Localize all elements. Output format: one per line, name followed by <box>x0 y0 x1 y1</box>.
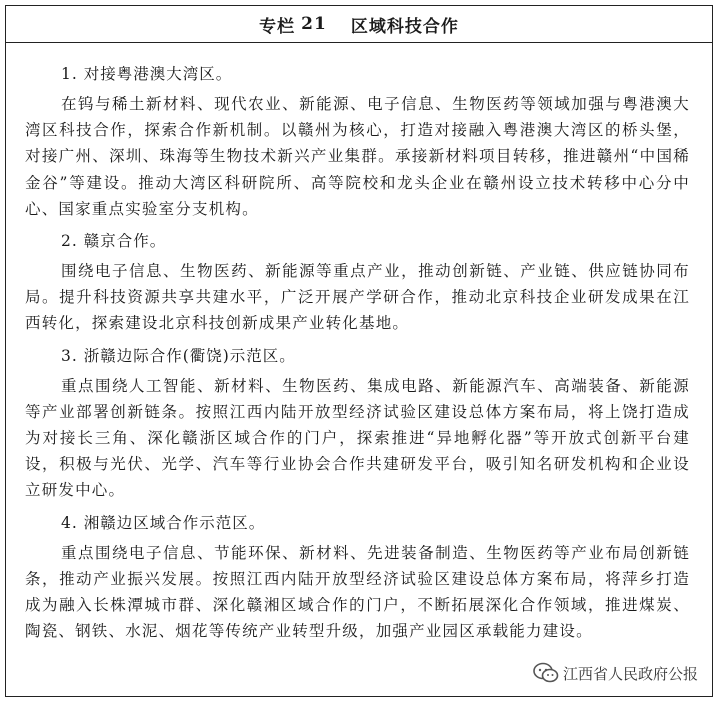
section-text: 围绕电子信息、生物医药、新能源等重点产业，推动创新链、产业链、供应链协同布局。提升科技资源共享共建水平，广泛开展产学研合作，推动北京科技企业研发成果在江西转化，探索建设北京科技创新成果产业转化基地。 <box>25 262 690 333</box>
section-title: 2. 赣京合作。 <box>61 232 167 251</box>
column-prefix: 专栏 <box>259 16 296 37</box>
watermark <box>533 662 698 684</box>
section-3 <box>25 343 690 504</box>
section-4 <box>25 510 690 645</box>
section-text: 重点围绕人工智能、新材料、生物医药、集成电路、新能源汽车、高端装备、新能源等产业部署创新链条。按照江西内陆开放型经济试验区建设总体方案布局，将上饶打造成为对接长三角、深化赣浙区域合作的门户，探索推进“异地孵化器”等开放式创新平台建设，积极与光伏、光学、汽车等行业协会合作共建研发平台，吸引知名研发机构和企业设立研发中心。 <box>25 376 690 500</box>
watermark-text: 江西省人民政府公报 <box>562 664 698 683</box>
section-text: 在钨与稀土新材料、现代农业、新能源、电子信息、生物医药等领域加强与粤港澳大湾区科技合作，探索合作新机制。以赣州为核心，打造对接融入粤港澳大湾区的桥头堡，对接广州、深圳、珠海等生物技术新兴产业集群。承接新材料项目转移，推进赣州“中国稀金谷”等建设。推动大湾区科研院所、高等院校和龙头企业在赣州设立技术转移中心分中心、国家重点实验室分支机构。 <box>25 95 690 218</box>
column-title: 区域科技合作 <box>350 16 459 37</box>
section-title: 4. 湘赣边区域合作示范区。 <box>61 513 266 532</box>
section-1 <box>25 61 690 222</box>
section-text: 重点围绕电子信息、节能环保、新材料、先进装备制造、生物医药等产业布局创新链条，推动产业振兴发展。按照江西内陆开放型经济试验区建设总体方案布局，将萍乡打造成为融入长株潭城市群、深化赣湘区域合作的门户，不断拓展深化合作领域，推进煤炭、陶瓷、钢铁、水泥、烟花等传统产业转型升级，加强产业园区承载能力建设。 <box>25 543 690 641</box>
section-title: 3. 浙赣边际合作(衢饶)示范区。 <box>61 346 296 365</box>
column-content <box>6 43 712 644</box>
column-box <box>5 5 713 697</box>
wechat-icon <box>533 662 559 684</box>
section-2 <box>25 228 690 337</box>
section-title: 1. 对接粤港澳大湾区。 <box>61 65 233 83</box>
column-header <box>6 6 712 43</box>
column-number: 21 <box>301 14 327 34</box>
